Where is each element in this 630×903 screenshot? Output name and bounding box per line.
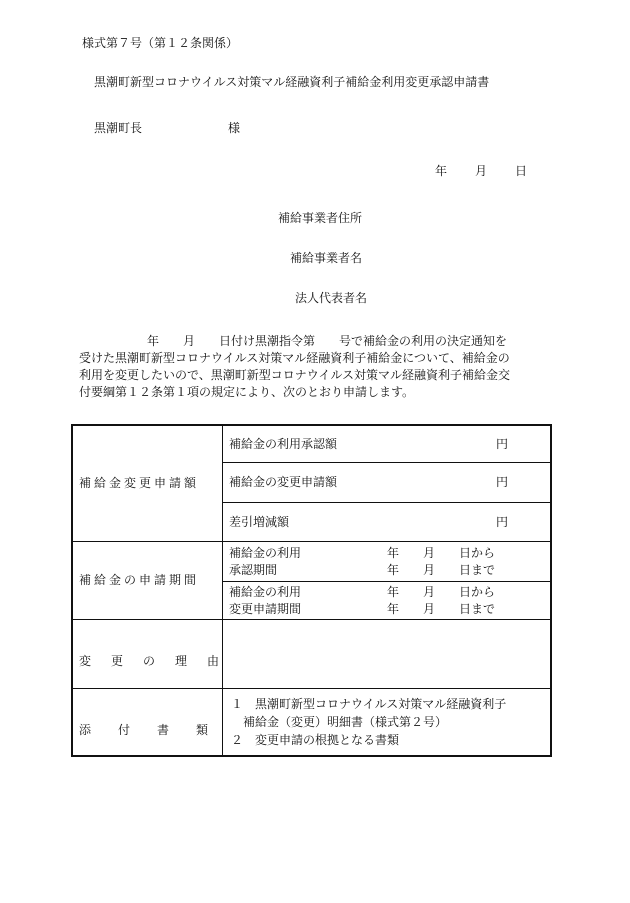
body-paragraph <box>79 333 510 401</box>
period-to: 年 月 日まで <box>387 602 496 616</box>
table-divider <box>222 581 550 582</box>
table-divider <box>222 462 550 463</box>
approved-period-label: 承認期間 <box>229 563 278 577</box>
document-title: 黒潮町新型コロナウイルス対策マル経融資利子補給金利用変更承認申請書 <box>94 75 490 89</box>
row-header-period: 補給金の申請期間 <box>79 573 200 587</box>
addressee-honorific: 様 <box>228 121 241 135</box>
period-from: 年 月 日から <box>387 546 496 560</box>
change-amount-label: 補給金の変更申請額 <box>229 475 338 489</box>
body-line: 受けた黒潮町新型コロナウイルス対策マル経融資利子補給金について、補給金の <box>79 351 510 365</box>
attachment-item-1-continued: 補給金（変更）明細書（様式第２号） <box>231 715 448 729</box>
change-period-label: 変更申請期間 <box>229 602 302 616</box>
row-header-amount: 補給金変更申請額 <box>79 476 200 490</box>
table-divider <box>73 541 550 542</box>
table-divider <box>73 688 550 689</box>
difference-label: 差引増減額 <box>229 515 290 529</box>
table-divider <box>73 619 550 620</box>
yen-unit: 円 <box>496 515 509 529</box>
change-period-label: 補給金の利用 <box>229 585 302 599</box>
row-header-attachments: 添付書類 <box>79 723 236 737</box>
addressee-name: 黒潮町長 <box>94 121 143 135</box>
body-line: 年 月 日付け黒潮指令第 号で補給金の利用の決定通知を <box>147 334 508 348</box>
body-line: 利用を変更したいので、黒潮町新型コロナウイルス対策マル経融資利子補給金交 <box>79 368 511 382</box>
row-header-reason: 変更の理由 <box>79 654 240 668</box>
applicant-name-label: 補給事業者名 <box>290 251 363 265</box>
table-divider <box>222 502 550 503</box>
applicant-address-label: 補給事業者住所 <box>278 211 363 225</box>
date-line <box>435 165 527 177</box>
date-month-label: 月 <box>475 164 488 178</box>
approved-period-label: 補給金の利用 <box>229 546 302 560</box>
approved-amount-label: 補給金の利用承認額 <box>229 437 338 451</box>
period-from: 年 月 日から <box>387 585 496 599</box>
yen-unit: 円 <box>496 437 509 451</box>
attachment-item-1: １ 黒潮町新型コロナウイルス対策マル経融資利子 <box>231 697 507 711</box>
form-number: 様式第７号（第１２条関係） <box>82 36 239 50</box>
body-line: 付要綱第１２条第１項の規定により、次のとおり申請します。 <box>79 385 415 399</box>
attachment-item-2: ２ 変更申請の根拠となる書類 <box>231 733 400 747</box>
table-divider <box>222 426 223 755</box>
date-day-label: 日 <box>515 164 528 178</box>
date-year-label: 年 <box>435 164 448 178</box>
period-to: 年 月 日まで <box>387 563 496 577</box>
application-table <box>71 424 552 757</box>
representative-name-label: 法人代表者名 <box>295 291 368 305</box>
addressee-line <box>94 121 241 135</box>
yen-unit: 円 <box>496 475 509 489</box>
